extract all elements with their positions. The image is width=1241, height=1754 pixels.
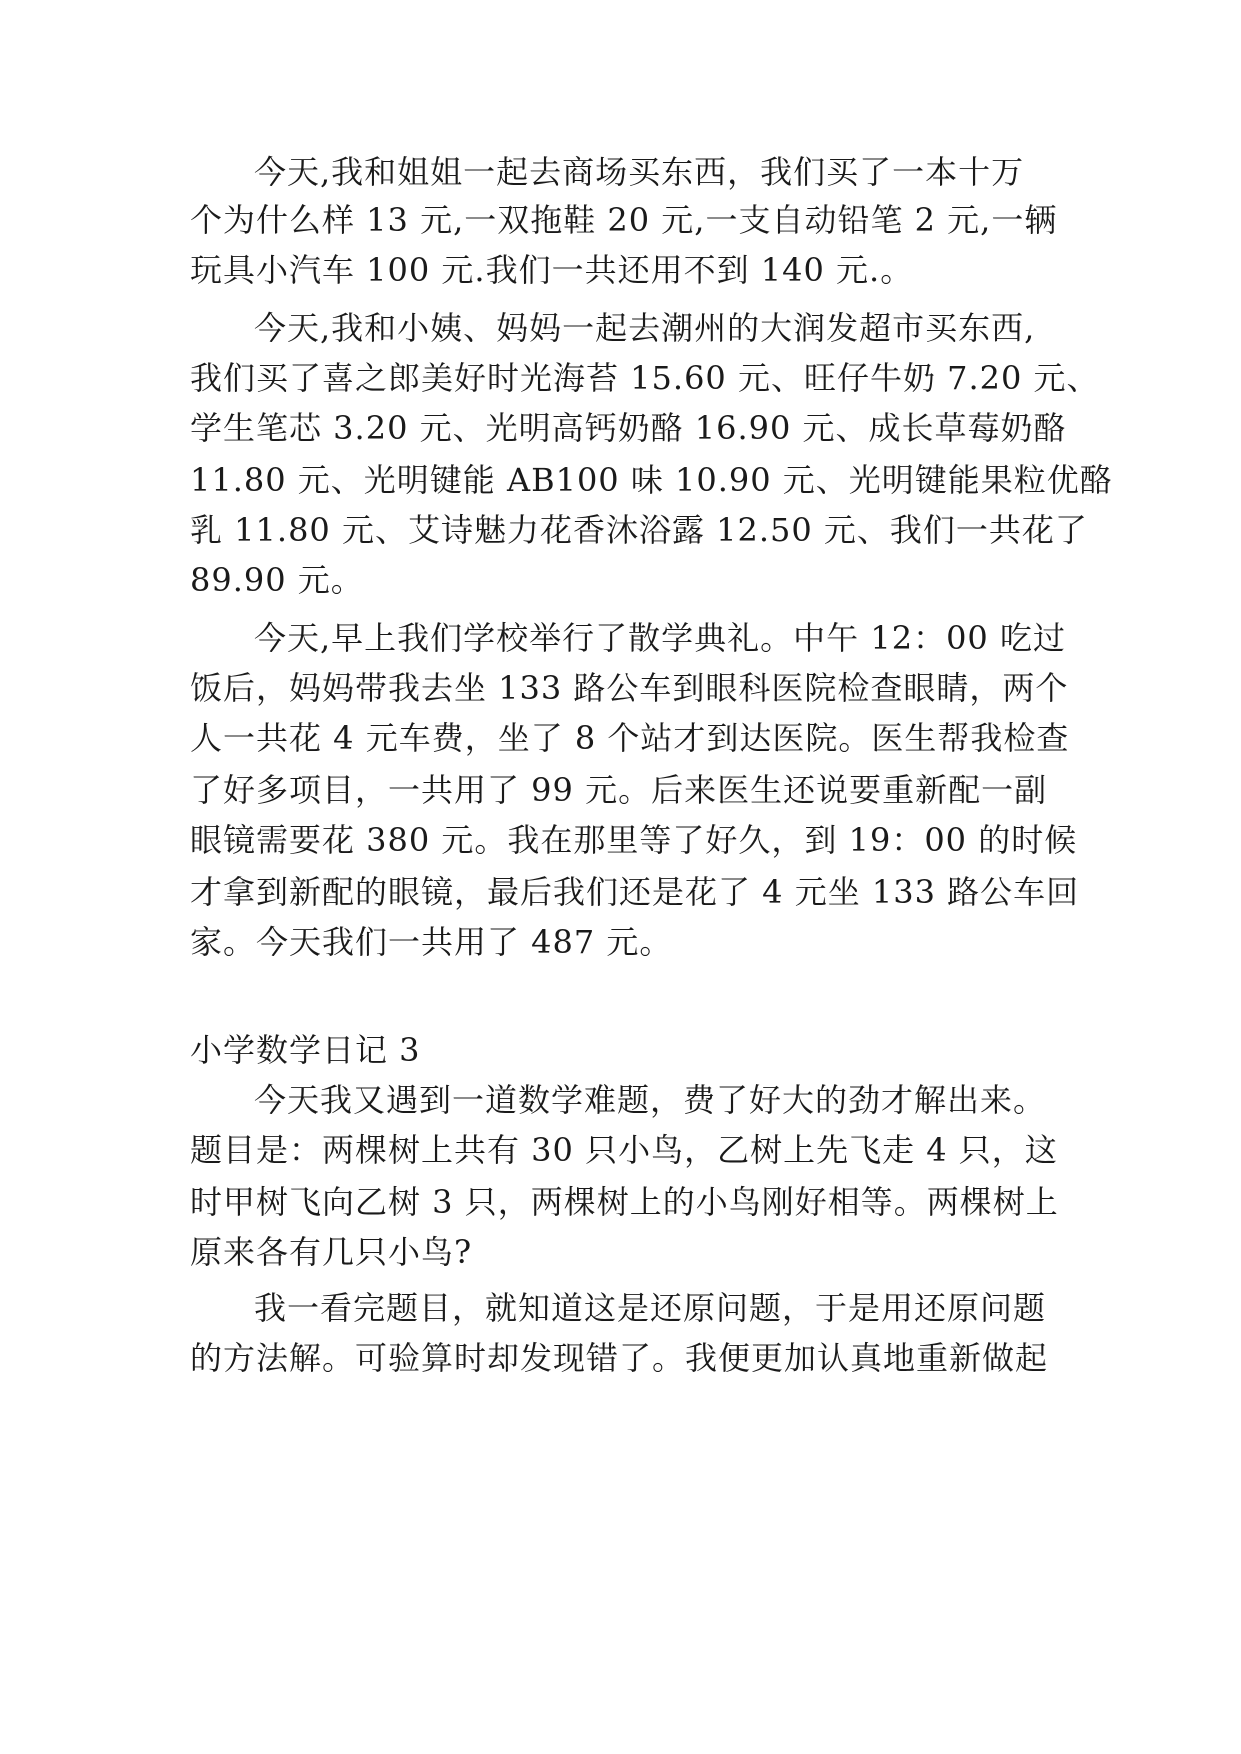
paragraph-2-line-5: 乳 11.80 元、艾诗魅力花香沐浴露 12.50 元、我们一共花了 (190, 511, 1088, 549)
section-title: 小学数学日记 3 (190, 1031, 421, 1069)
paragraph-3-line-2: 饭后，妈妈带我去坐 133 路公车到眼科医院检查眼睛，两个 (190, 669, 1069, 707)
paragraph-3-line-7: 家。今天我们一共用了 487 元。 (190, 923, 673, 961)
paragraph-2-line-3: 学生笔芯 3.20 元、光明高钙奶酪 16.90 元、成长草莓奶酪 (190, 409, 1067, 447)
section-paragraph-1-line-1: 今天我又遇到一道数学难题，费了好大的劲才解出来。 (254, 1081, 1047, 1119)
section-paragraph-1-line-3: 时甲树飞向乙树 3 只，两棵树上的小鸟刚好相等。两棵树上 (190, 1183, 1059, 1221)
paragraph-3-line-4: 了好多项目，一共用了 99 元。后来医生还说要重新配一副 (190, 771, 1048, 809)
paragraph-2-line-1: 今天,我和小姨、妈妈一起去潮州的大润发超市买东西, (254, 309, 1036, 347)
paragraph-2-line-4: 11.80 元、光明键能 AB100 味 10.90 元、光明键能果粒优酪 (190, 461, 1113, 499)
paragraph-3-line-6: 才拿到新配的眼镜，最后我们还是花了 4 元坐 133 路公车回 (190, 873, 1080, 911)
paragraph-1-line-3: 玩具小汽车 100 元.我们一共还用不到 140 元.。 (190, 251, 914, 289)
section-paragraph-1-line-4: 原来各有几只小鸟? (190, 1233, 473, 1271)
paragraph-3-line-3: 人一共花 4 元车费，坐了 8 个站才到达医院。医生帮我检查 (190, 719, 1070, 757)
paragraph-1-line-2: 个为什么样 13 元,一双拖鞋 20 元,一支自动铅笔 2 元,一辆 (190, 201, 1058, 239)
paragraph-2-line-6: 89.90 元。 (190, 561, 364, 599)
section-paragraph-2-line-1: 我一看完题目，就知道这是还原问题，于是用还原问题 (254, 1289, 1047, 1327)
paragraph-2-line-2: 我们买了喜之郎美好时光海苔 15.60 元、旺仔牛奶 7.20 元、 (190, 359, 1100, 397)
paragraph-3-line-1: 今天,早上我们学校举行了散学典礼。中午 12：00 吃过 (254, 619, 1066, 657)
paragraph-3-line-5: 眼镜需要花 380 元。我在那里等了好久，到 19：00 的时候 (190, 821, 1078, 859)
section-paragraph-2-line-2: 的方法解。可验算时却发现错了。我便更加认真地重新做起 (190, 1339, 1049, 1377)
section-paragraph-1-line-2: 题目是：两棵树上共有 30 只小鸟，乙树上先飞走 4 只，这 (190, 1131, 1058, 1169)
paragraph-1-line-1: 今天,我和姐姐一起去商场买东西，我们买了一本十万 (254, 153, 1025, 191)
